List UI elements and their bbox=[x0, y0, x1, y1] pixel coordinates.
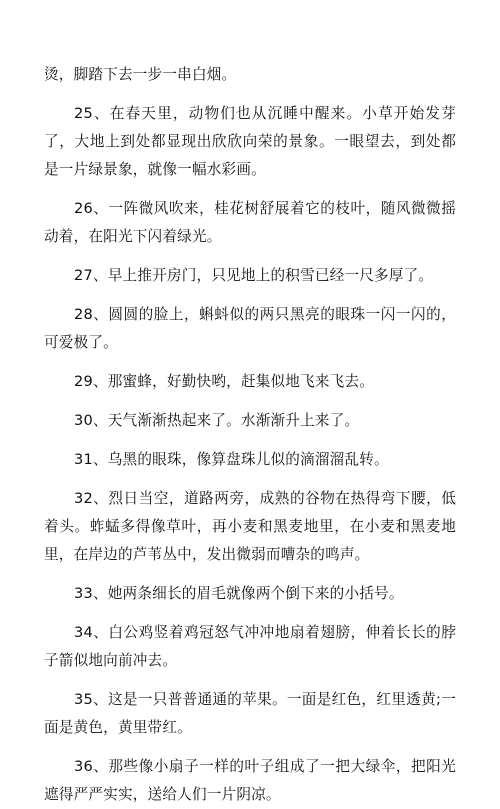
paragraph-33: 33、她两条细长的眉毛就像两个倒下来的小括号。 bbox=[74, 585, 404, 602]
paragraph-gap bbox=[44, 435, 456, 446]
paragraph-gap bbox=[44, 251, 456, 262]
paragraph-28: 28、圆圆的脸上，蝌蚪似的两只黑亮的眼珠一闪一闪的，可爱极了。 bbox=[44, 306, 456, 351]
paragraph-gap bbox=[44, 184, 456, 195]
paragraph-25: 25、在春天里，动物们也从沉睡中醒来。小草开始发芽了，大地上到处都显现出欣欣向荣的景象。一眼望去，到处都是一片绿景象，就像一幅水彩画。 bbox=[44, 105, 456, 178]
paragraph-continued: 烫，脚踏下去一步一串白烟。 bbox=[44, 66, 237, 83]
paragraph-31: 31、乌黑的眼珠，像算盘珠儿似的滴溜溜乱转。 bbox=[74, 451, 389, 468]
paragraph-30: 30、天气渐渐热起来了。水渐渐升上来了。 bbox=[74, 412, 360, 429]
paragraph-26: 26、一阵微风吹来，桂花树舒展着它的枝叶，随风微微摇动着，在阳光下闪着绿光。 bbox=[44, 200, 456, 245]
paragraph-gap bbox=[44, 608, 456, 619]
paragraph-gap bbox=[44, 569, 456, 580]
paragraph-gap bbox=[44, 290, 456, 301]
paragraph-gap bbox=[44, 396, 456, 407]
paragraph-gap bbox=[44, 742, 456, 753]
paragraph-27: 27、早上推开房门，只见地上的积雪已经一尺多厚了。 bbox=[74, 267, 434, 284]
paragraph-32: 32、烈日当空，道路两旁，成熟的谷物在热得弯下腰，低着头。蚱蜢多得像草叶，再小麦和黑麦地里，在小麦和黑麦地里，在岸边的芦苇丛中，发出微弱而嘈杂的鸣声。 bbox=[44, 490, 456, 563]
paragraph-gap bbox=[44, 474, 456, 485]
paragraph-35: 35、这是一只普普通通的苹果。一面是红色，红里透黄;一面是黄色，黄里带红。 bbox=[44, 691, 456, 736]
paragraph-gap bbox=[44, 675, 456, 686]
paragraph-36: 36、那些像小扇子一样的叶子组成了一把大绿伞，把阳光遮得严严实实，送给人们一片阴凉。 bbox=[44, 758, 456, 803]
paragraph-gap bbox=[44, 89, 456, 100]
paragraph-gap bbox=[44, 357, 456, 368]
paragraph-29: 29、那蜜蜂，好勤快哟，赶集似地飞来飞去。 bbox=[74, 373, 375, 390]
paragraph-34: 34、白公鸡竖着鸡冠怒气冲冲地扇着翅膀，伸着长长的脖子箭似地向前冲去。 bbox=[44, 624, 456, 669]
